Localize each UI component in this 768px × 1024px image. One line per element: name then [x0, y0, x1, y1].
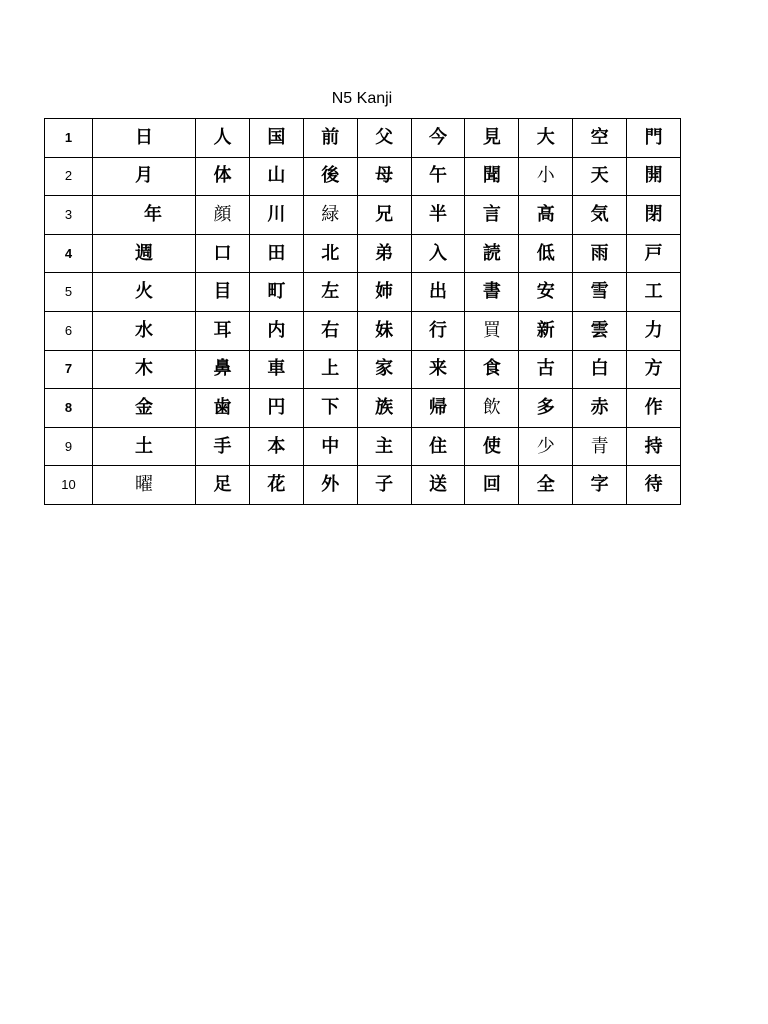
kanji-cell: 土 [93, 427, 196, 466]
kanji-cell: 雪 [573, 273, 627, 312]
kanji-cell: 聞 [465, 157, 519, 196]
table-row [45, 350, 681, 389]
kanji-cell: 外 [303, 466, 357, 505]
kanji-cell: 住 [411, 427, 465, 466]
row-number: 9 [45, 427, 93, 466]
kanji-cell: 左 [303, 273, 357, 312]
kanji-cell: 車 [249, 350, 303, 389]
table-row [45, 427, 681, 466]
kanji-cell: 子 [357, 466, 411, 505]
kanji-cell: 家 [357, 350, 411, 389]
kanji-cell: 体 [196, 157, 250, 196]
kanji-cell: 気 [573, 196, 627, 235]
kanji-cell: 内 [249, 311, 303, 350]
kanji-cell: 母 [357, 157, 411, 196]
table-row [45, 466, 681, 505]
table-row [45, 311, 681, 350]
kanji-cell: 大 [519, 119, 573, 158]
kanji-cell: 入 [411, 234, 465, 273]
kanji-cell: 飲 [465, 389, 519, 428]
table-row [45, 157, 681, 196]
kanji-cell: 閉 [627, 196, 681, 235]
kanji-cell: 書 [465, 273, 519, 312]
row-number: 10 [45, 466, 93, 505]
kanji-cell: 顔 [196, 196, 250, 235]
kanji-cell: 行 [411, 311, 465, 350]
kanji-cell: 下 [303, 389, 357, 428]
row-number: 6 [45, 311, 93, 350]
kanji-cell: 今 [411, 119, 465, 158]
kanji-cell: 持 [627, 427, 681, 466]
kanji-cell: 前 [303, 119, 357, 158]
kanji-cell: 多 [519, 389, 573, 428]
row-number: 4 [45, 234, 93, 273]
kanji-cell: 安 [519, 273, 573, 312]
kanji-cell: 帰 [411, 389, 465, 428]
kanji-cell: 後 [303, 157, 357, 196]
kanji-cell: 工 [627, 273, 681, 312]
kanji-cell: 読 [465, 234, 519, 273]
kanji-cell: 来 [411, 350, 465, 389]
row-number: 8 [45, 389, 93, 428]
kanji-cell: 姉 [357, 273, 411, 312]
kanji-cell: 弟 [357, 234, 411, 273]
kanji-cell: 月 [93, 157, 196, 196]
kanji-cell: 緑 [303, 196, 357, 235]
kanji-cell: 雨 [573, 234, 627, 273]
kanji-cell: 雲 [573, 311, 627, 350]
kanji-cell: 兄 [357, 196, 411, 235]
kanji-cell: 赤 [573, 389, 627, 428]
kanji-cell: 空 [573, 119, 627, 158]
kanji-cell: 新 [519, 311, 573, 350]
kanji-table [44, 118, 681, 505]
kanji-cell: 回 [465, 466, 519, 505]
page-title: N5 Kanji [331, 90, 393, 107]
kanji-cell: 門 [627, 119, 681, 158]
kanji-cell: 円 [249, 389, 303, 428]
kanji-cell: 曜 [93, 466, 196, 505]
kanji-cell: 川 [249, 196, 303, 235]
row-number: 1 [45, 119, 93, 158]
kanji-cell: 年 [93, 196, 196, 235]
kanji-cell: 天 [573, 157, 627, 196]
row-number: 2 [45, 157, 93, 196]
kanji-cell: 木 [93, 350, 196, 389]
kanji-cell: 小 [519, 157, 573, 196]
kanji-cell: 力 [627, 311, 681, 350]
kanji-cell: 山 [249, 157, 303, 196]
kanji-cell: 妹 [357, 311, 411, 350]
kanji-cell: 送 [411, 466, 465, 505]
kanji-cell: 待 [627, 466, 681, 505]
kanji-cell: 午 [411, 157, 465, 196]
table-row [45, 119, 681, 158]
kanji-cell: 主 [357, 427, 411, 466]
kanji-cell: 国 [249, 119, 303, 158]
kanji-cell: 鼻 [196, 350, 250, 389]
kanji-cell: 買 [465, 311, 519, 350]
table-row [45, 389, 681, 428]
kanji-cell: 人 [196, 119, 250, 158]
kanji-cell: 開 [627, 157, 681, 196]
row-number: 5 [45, 273, 93, 312]
kanji-cell: 見 [465, 119, 519, 158]
kanji-cell: 父 [357, 119, 411, 158]
kanji-cell: 水 [93, 311, 196, 350]
row-number: 7 [45, 350, 93, 389]
kanji-cell: 出 [411, 273, 465, 312]
kanji-cell: 高 [519, 196, 573, 235]
kanji-cell: 花 [249, 466, 303, 505]
kanji-cell: 全 [519, 466, 573, 505]
kanji-cell: 金 [93, 389, 196, 428]
kanji-cell: 手 [196, 427, 250, 466]
kanji-cell: 右 [303, 311, 357, 350]
kanji-cell: 本 [249, 427, 303, 466]
kanji-cell: 口 [196, 234, 250, 273]
kanji-cell: 中 [303, 427, 357, 466]
kanji-cell: 青 [573, 427, 627, 466]
kanji-cell: 火 [93, 273, 196, 312]
kanji-cell: 町 [249, 273, 303, 312]
kanji-cell: 耳 [196, 311, 250, 350]
kanji-cell: 目 [196, 273, 250, 312]
row-number: 3 [45, 196, 93, 235]
kanji-cell: 北 [303, 234, 357, 273]
kanji-cell: 半 [411, 196, 465, 235]
kanji-cell: 田 [249, 234, 303, 273]
kanji-cell: 作 [627, 389, 681, 428]
table-row [45, 234, 681, 273]
kanji-cell: 歯 [196, 389, 250, 428]
kanji-cell: 低 [519, 234, 573, 273]
kanji-cell: 日 [93, 119, 196, 158]
table-row [45, 273, 681, 312]
kanji-cell: 週 [93, 234, 196, 273]
kanji-cell: 足 [196, 466, 250, 505]
kanji-cell: 白 [573, 350, 627, 389]
kanji-cell: 言 [465, 196, 519, 235]
kanji-cell: 族 [357, 389, 411, 428]
kanji-cell: 戸 [627, 234, 681, 273]
kanji-cell: 上 [303, 350, 357, 389]
kanji-cell: 食 [465, 350, 519, 389]
kanji-cell: 方 [627, 350, 681, 389]
kanji-cell: 古 [519, 350, 573, 389]
table-row [45, 196, 681, 235]
kanji-cell: 少 [519, 427, 573, 466]
kanji-cell: 使 [465, 427, 519, 466]
kanji-cell: 字 [573, 466, 627, 505]
